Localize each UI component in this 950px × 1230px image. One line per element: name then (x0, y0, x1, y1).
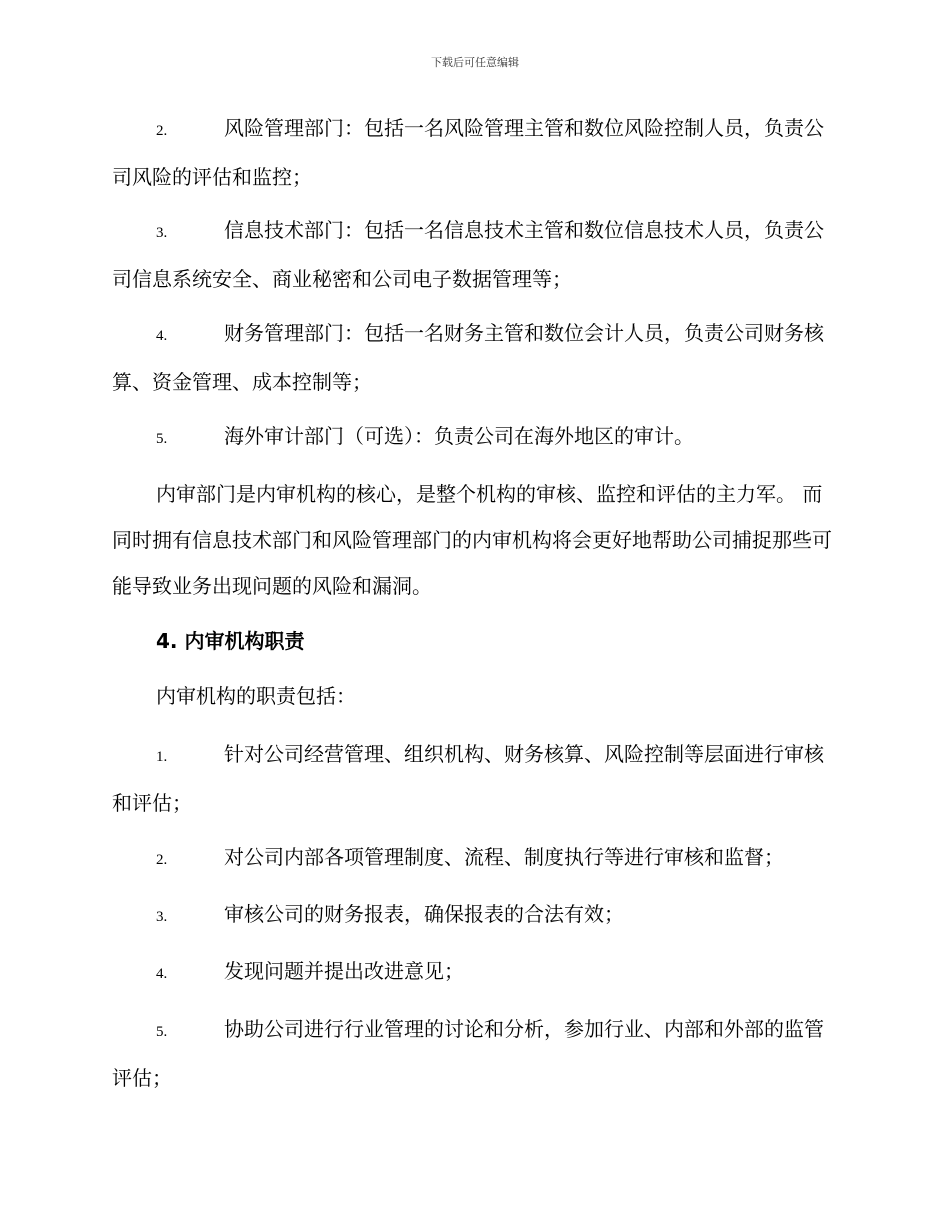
list-item-number: 3. (156, 909, 168, 925)
list-item-text: 财务管理部门：包括一名财务主管和数位会计人员，负责公司财务核算、资金管理、成本控制等； (112, 321, 824, 394)
list-item (112, 413, 837, 462)
list-item-text: 审核公司的财务报表，确保报表的合法有效； (224, 902, 624, 926)
page-header: 下载后可任意编辑 (431, 56, 519, 69)
list-item-text: 信息技术部门：包括一名信息技术主管和数位信息技术人员，负责公司信息系统安全、商业秘密和公司电子数据管理等； (112, 218, 824, 291)
body-paragraph: 内审部门是内审机构的核心，是整个机构的审核、监控和评估的主力军。 而同时拥有信息技术部门和风险管理部门的内审机构将会更好地帮助公司捕捉那些可能导致业务出现问题的风险和漏洞。 (112, 482, 832, 598)
section-intro: 内审机构的职责包括： (156, 684, 356, 708)
list-item (112, 310, 837, 405)
list-item-number: 4. (156, 328, 168, 344)
list-item-text: 海外审计部门（可选）：负责公司在海外地区的审计。 (224, 424, 694, 448)
list-item (112, 105, 837, 200)
list-item-text: 针对公司经营管理、组织机构、财务核算、风险控制等层面进行审核和评估； (112, 742, 824, 815)
list-item (112, 948, 837, 997)
list-item (112, 207, 837, 302)
list-item-number: 2. (156, 123, 168, 139)
list-item-number: 5. (156, 431, 168, 447)
list-item-number: 5. (156, 1024, 168, 1040)
list-item-text: 对公司内部各项管理制度、流程、制度执行等进行审核和监督； (224, 845, 784, 869)
list-item-text: 风险管理部门：包括一名风险管理主管和数位风险控制人员，负责公司风险的评估和监控； (112, 116, 824, 189)
list-item (112, 891, 837, 940)
list-item (112, 731, 837, 826)
list-item-text: 协助公司进行行业管理的讨论和分析，参加行业、内部和外部的监管评估； (112, 1017, 824, 1090)
list-item (112, 1006, 837, 1101)
list-item-number: 3. (156, 225, 168, 241)
list-item (112, 834, 837, 883)
list-item-number: 1. (156, 749, 168, 765)
list-item-number: 4. (156, 966, 168, 982)
list-item-text: 发现问题并提出改进意见； (224, 959, 464, 983)
section-heading: 4. 内审机构职责 (156, 629, 305, 653)
list-item-number: 2. (156, 852, 168, 868)
